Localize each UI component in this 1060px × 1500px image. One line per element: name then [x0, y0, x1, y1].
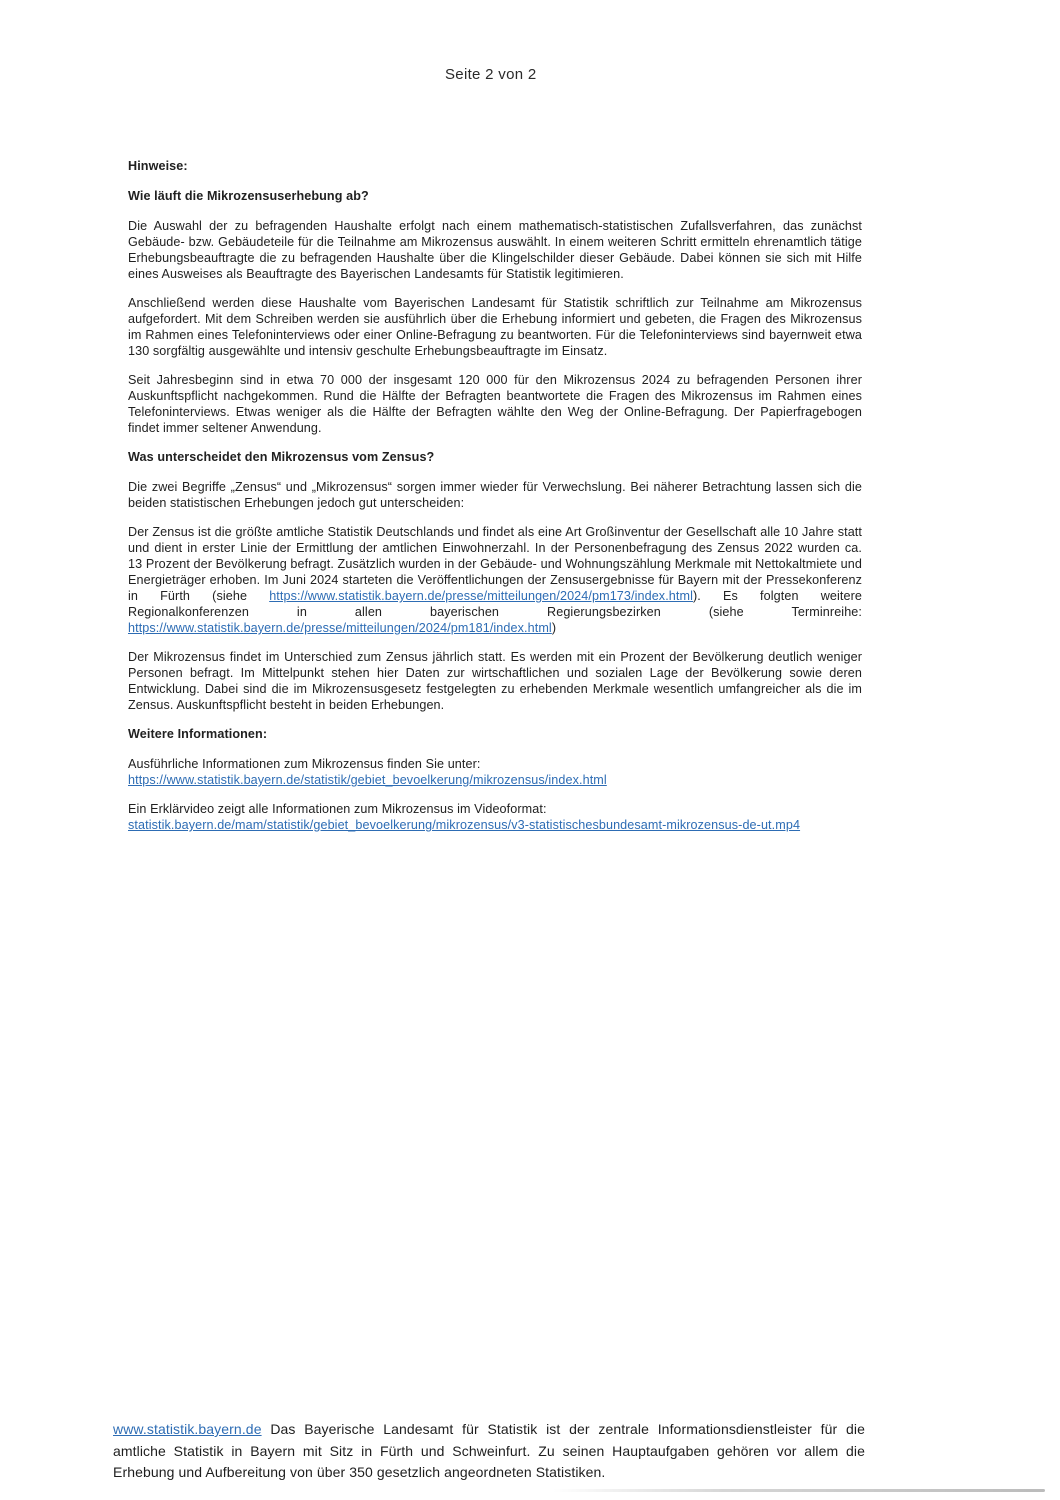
paragraph [128, 649, 862, 713]
text-run: Ausführliche Informationen zum Mikrozensus finden Sie unter: [128, 757, 481, 771]
section-heading: Wie läuft die Mikrozensuserhebung ab? [128, 189, 369, 203]
text-run: Ein Erklärvideo zeigt alle Informationen zum Mikrozensus im Videoformat: [128, 802, 547, 816]
paragraph [128, 218, 862, 282]
text-run: ). Es folgten weitere Regionalkonferenzen in allen bayerischen Regierungsbezirken (siehe Terminreihe: [128, 589, 862, 619]
paragraph [128, 756, 862, 788]
text-run: Der Zensus ist die größte amtliche Statistik Deutschlands und findet als eine Art Großinventur der Gesellschaft alle 10 Jahre statt und dient in erster Linie der Ermittlung der amtlichen Einwohnerzahl. In der Personenbefragung des Zensus 2022 wurden ca. 13 Prozent der Bevölkerung befragt. Zusätzlich wurden in der Gebäude- und Wohnungszählung Merkmale mit Nettokaltmiete und Energieträger erhoben. Im Juni 2024 starteten die Veröffentlichungen der Zensusergebnisse für Bayern mit der Pressekonferenz in Fürth (siehe [128, 525, 862, 603]
hyperlink[interactable]: https://www.statistik.bayern.de/presse/mitteilungen/2024/pm173/index.html [269, 589, 693, 603]
text-run: Das Bayerische Landesamt für Statistik ist der zentrale Informationsdienstleister für die amtliche Statistik in Bayern mit Sitz in Fürth und Schweinfurt. Zu seinen Hauptaufgaben gehören vor allem die Erhebung und Aufbereitung von über 350 gesetzlich angeordneten Statistiken. [113, 1421, 865, 1480]
hyperlink[interactable]: https://www.statistik.bayern.de/presse/mitteilungen/2024/pm181/index.html [128, 621, 552, 635]
page-number: Seite 2 von 2 [445, 66, 537, 83]
footer-note [113, 1419, 865, 1484]
scan-artifact-line [553, 1489, 1045, 1492]
section-heading: Was unterscheidet den Mikrozensus vom Zensus? [128, 450, 435, 464]
paragraph [128, 801, 862, 833]
hyperlink[interactable]: www.statistik.bayern.de [113, 1421, 262, 1437]
paragraph [128, 479, 862, 511]
text-run: Die Auswahl der zu befragenden Haushalte erfolgt nach einem mathematisch-statistischen Zufallsverfahren, das zunächst Gebäude- bzw. Gebäudeteile für die Teilnahme am Mikrozensus auswählt. In einem weiteren Schritt ermitteln ehrenamtlich tätige Erhebungsbeauftragte die zu befragenden Haushalte über die Klingelschilder dieser Gebäude. Dabei können sie sich mit Hilfe eines Ausweises als Beauftragte des Bayerischen Landesamts für Statistik legitimieren. [128, 219, 862, 281]
text-run: Seit Jahresbeginn sind in etwa 70 000 der insgesamt 120 000 für den Mikrozensus 2024 zu befragenden Personen ihrer Auskunftspflicht nachgekommen. Rund die Hälfte der Befragten beantwortete die Fragen des Mikrozensus im Rahmen eines Telefoninterviews. Etwas weniger als die Hälfte der Befragten wählte den Weg der Online-Befragung. Der Papierfragebogen findet immer seltener Anwendung. [128, 373, 862, 435]
section-heading: Hinweise: [128, 159, 188, 173]
text-run: Der Mikrozensus findet im Unterschied zum Zensus jährlich statt. Es werden mit ein Prozent der Bevölkerung deutlich weniger Personen befragt. Im Mittelpunkt stehen hier Daten zur wirtschaftlichen und sozialen Lage der Bevölkerung sowie deren Entwicklung. Dabei sind die im Mikrozensusgesetz festgelegten zu erhebenden Merkmale wesentlich umfangreicher als die im Zensus. Auskunftspflicht besteht in beiden Erhebungen. [128, 650, 862, 712]
paragraph [128, 295, 862, 359]
hyperlink[interactable]: https://www.statistik.bayern.de/statistik/gebiet_bevoelkerung/mikrozensus/index.html [128, 773, 607, 787]
text-run: Die zwei Begriffe „Zensus“ und „Mikrozensus“ sorgen immer wieder für Verwechslung. Bei näherer Betrachtung lassen sich die beiden statistischen Erhebungen jedoch gut unterscheiden: [128, 480, 862, 510]
paragraph [128, 524, 862, 636]
text-run: ) [551, 621, 557, 635]
section-heading: Weitere Informationen: [128, 727, 268, 741]
hyperlink[interactable]: statistik.bayern.de/mam/statistik/gebiet_bevoelkerung/mikrozensus/v3-statistischesbundesamt-mikrozensus-de-ut.mp4 [128, 818, 801, 832]
text-run: Anschließend werden diese Haushalte vom Bayerischen Landesamt für Statistik schriftlich zur Teilnahme am Mikrozensus aufgefordert. Mit dem Schreiben werden sie ausführlich über die Erhebung informiert und gebeten, die Fragen des Mikrozensus im Rahmen eines Telefoninterviews oder einer Online-Befragung zu beantworten. Für die Telefoninterviews sind bayernweit etwa 130 sorgfältig ausgewählte und intensiv geschulte Erhebungsbeauftragte im Einsatz. [128, 296, 862, 358]
paragraph [128, 372, 862, 436]
document-body [128, 158, 862, 846]
